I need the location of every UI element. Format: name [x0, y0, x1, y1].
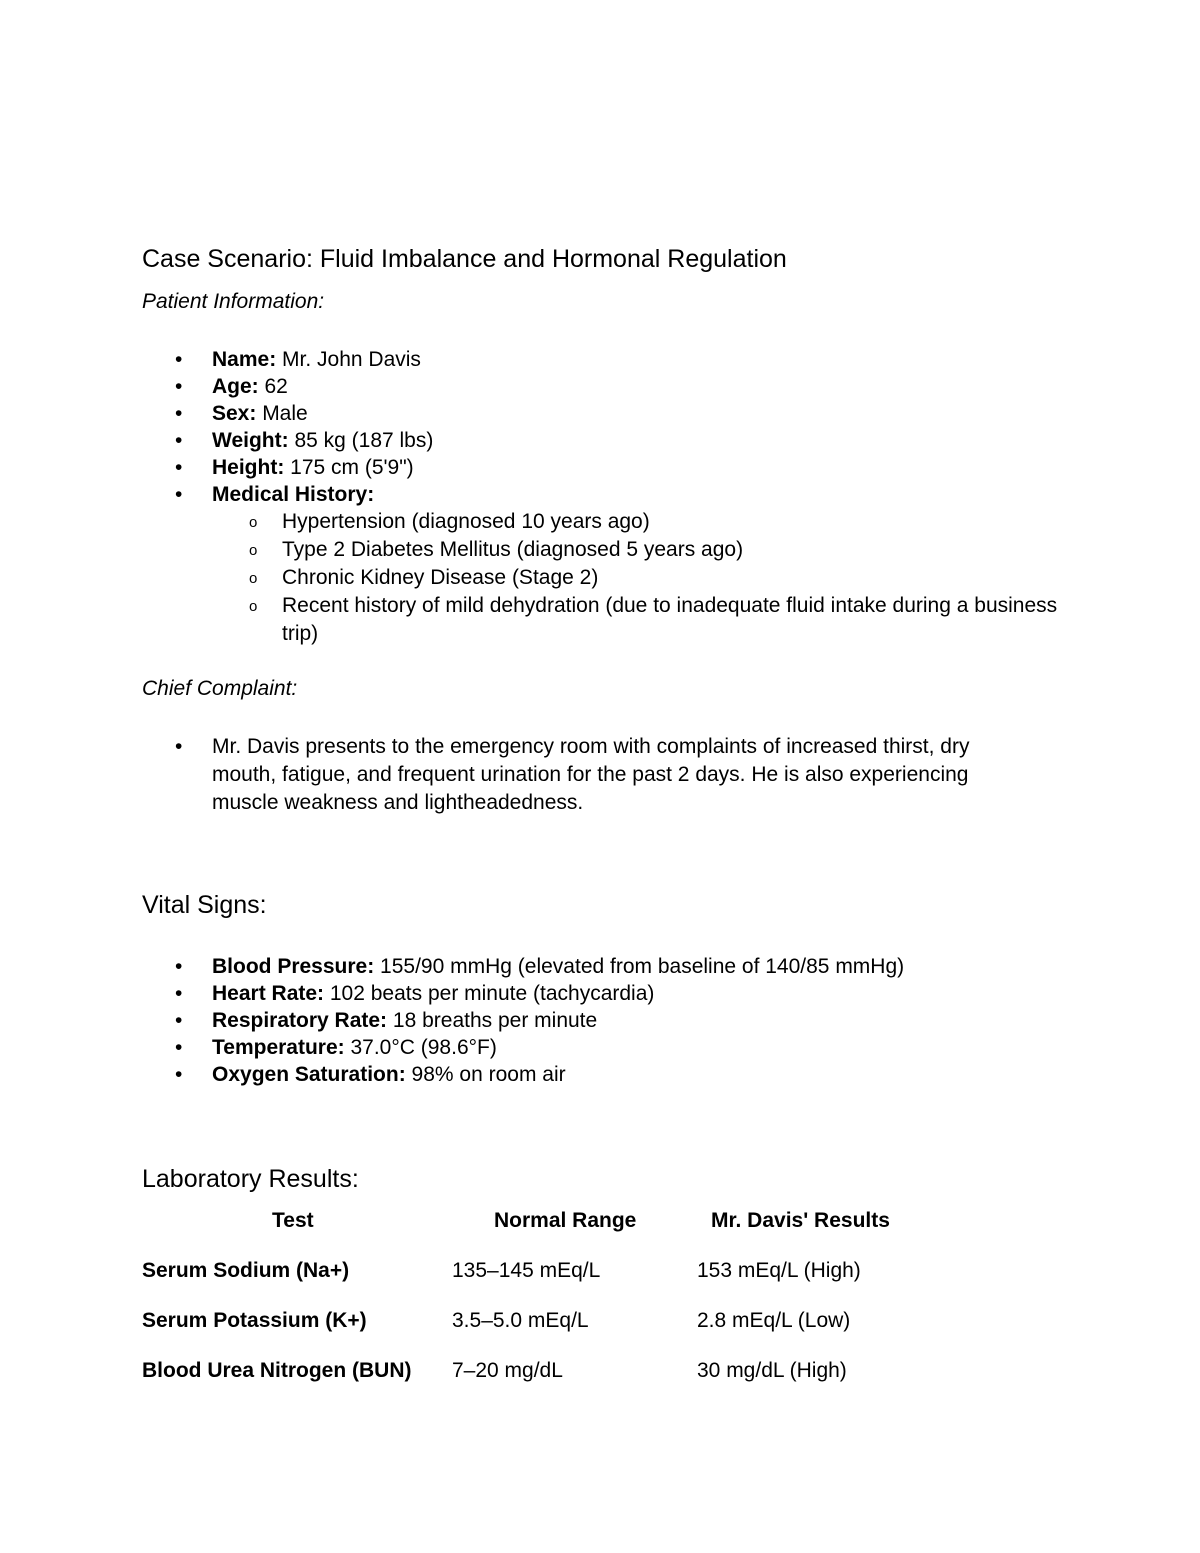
bullet-icon: • — [175, 456, 183, 479]
table-row — [142, 1256, 1072, 1286]
patient-info-list — [142, 346, 1072, 648]
cell-test: Serum Sodium (Na+) — [142, 1259, 350, 1282]
bullet-icon: • — [175, 348, 183, 371]
history-item: Type 2 Diabetes Mellitus (diagnosed 5 years ago) — [282, 538, 744, 561]
cell-test: Serum Potassium (K+) — [142, 1309, 367, 1332]
vital-signs-heading: Vital Signs: — [142, 891, 267, 919]
bullet-icon: • — [175, 735, 183, 758]
list-item — [142, 454, 1072, 481]
bullet-icon: • — [175, 402, 183, 425]
header-test: Test — [272, 1209, 314, 1232]
sub-bullet-icon: o — [249, 570, 258, 587]
list-item — [142, 733, 982, 817]
field-label: Weight: — [212, 429, 289, 452]
history-item: Hypertension (diagnosed 10 years ago) — [282, 510, 650, 533]
list-item — [142, 980, 1072, 1007]
field-label: Blood Pressure: — [212, 955, 375, 978]
bullet-icon: • — [175, 1009, 183, 1032]
list-item — [142, 1061, 1072, 1088]
table-row — [142, 1356, 1072, 1386]
field-label: Medical History: — [212, 483, 375, 506]
cell-normal-range: 7–20 mg/dL — [452, 1359, 563, 1382]
field-value: 175 cm (5'9") — [284, 456, 414, 479]
bullet-icon: • — [175, 1036, 183, 1059]
cell-result: 2.8 mEq/L (Low) — [697, 1309, 851, 1332]
sub-bullet-icon: o — [249, 598, 258, 615]
lab-results-heading: Laboratory Results: — [142, 1165, 359, 1193]
cell-result: 153 mEq/L (High) — [697, 1259, 861, 1282]
sub-bullet-icon: o — [249, 542, 258, 559]
patient-info-label: Patient Information: — [142, 290, 325, 313]
document-title: Case Scenario: Fluid Imbalance and Hormonal Regulation — [142, 245, 787, 273]
list-item — [142, 481, 1072, 648]
history-item: Recent history of mild dehydration (due to inadequate fluid intake during a business trip) — [282, 594, 1058, 645]
list-item — [142, 1007, 1072, 1034]
field-label: Name: — [212, 348, 277, 371]
field-value: Mr. John Davis — [276, 348, 421, 371]
field-value: 62 — [258, 375, 288, 398]
field-value: 155/90 mmHg (elevated from baseline of 140/85 mmHg) — [374, 955, 905, 978]
chief-complaint-label: Chief Complaint: — [142, 677, 298, 700]
sub-list-item — [212, 564, 1072, 592]
sub-list-item — [212, 536, 1072, 564]
field-value: 98% on room air — [405, 1063, 566, 1086]
cell-result: 30 mg/dL (High) — [697, 1359, 847, 1382]
field-label: Age: — [212, 375, 259, 398]
header-normal-range: Normal Range — [494, 1209, 637, 1232]
list-item — [142, 373, 1072, 400]
field-label: Heart Rate: — [212, 982, 325, 1005]
sub-bullet-icon: o — [249, 514, 258, 531]
chief-complaint-text: Mr. Davis presents to the emergency room with complaints of increased thirst, dry mouth, fatigue, and frequent urination for the past 2 days. He is also experiencing muscle weakness and lightheadedness. — [212, 735, 970, 814]
cell-normal-range: 3.5–5.0 mEq/L — [452, 1309, 589, 1332]
header-results: Mr. Davis' Results — [711, 1209, 890, 1232]
field-label: Height: — [212, 456, 285, 479]
vital-signs-list — [142, 953, 1072, 1088]
field-value: 37.0°C (98.6°F) — [344, 1036, 497, 1059]
field-value: Male — [256, 402, 308, 425]
medical-history-list — [212, 508, 1072, 648]
bullet-icon: • — [175, 429, 183, 452]
field-value: 102 beats per minute (tachycardia) — [324, 982, 655, 1005]
field-label: Temperature: — [212, 1036, 345, 1059]
field-value: 18 breaths per minute — [387, 1009, 598, 1032]
bullet-icon: • — [175, 483, 183, 506]
bullet-icon: • — [175, 982, 183, 1005]
cell-normal-range: 135–145 mEq/L — [452, 1259, 601, 1282]
list-item — [142, 1034, 1072, 1061]
bullet-icon: • — [175, 375, 183, 398]
history-item: Chronic Kidney Disease (Stage 2) — [282, 566, 599, 589]
bullet-icon: • — [175, 955, 183, 978]
cell-test: Blood Urea Nitrogen (BUN) — [142, 1359, 412, 1382]
table-header-row — [142, 1206, 1072, 1236]
table-row — [142, 1306, 1072, 1336]
field-label: Oxygen Saturation: — [212, 1063, 406, 1086]
chief-complaint-list — [142, 733, 982, 817]
list-item — [142, 427, 1072, 454]
list-item — [142, 400, 1072, 427]
bullet-icon: • — [175, 1063, 183, 1086]
field-label: Sex: — [212, 402, 257, 425]
sub-list-item — [212, 592, 1072, 648]
field-label: Respiratory Rate: — [212, 1009, 388, 1032]
sub-list-item — [212, 508, 1072, 536]
list-item — [142, 346, 1072, 373]
field-value: 85 kg (187 lbs) — [288, 429, 434, 452]
list-item — [142, 953, 1072, 980]
